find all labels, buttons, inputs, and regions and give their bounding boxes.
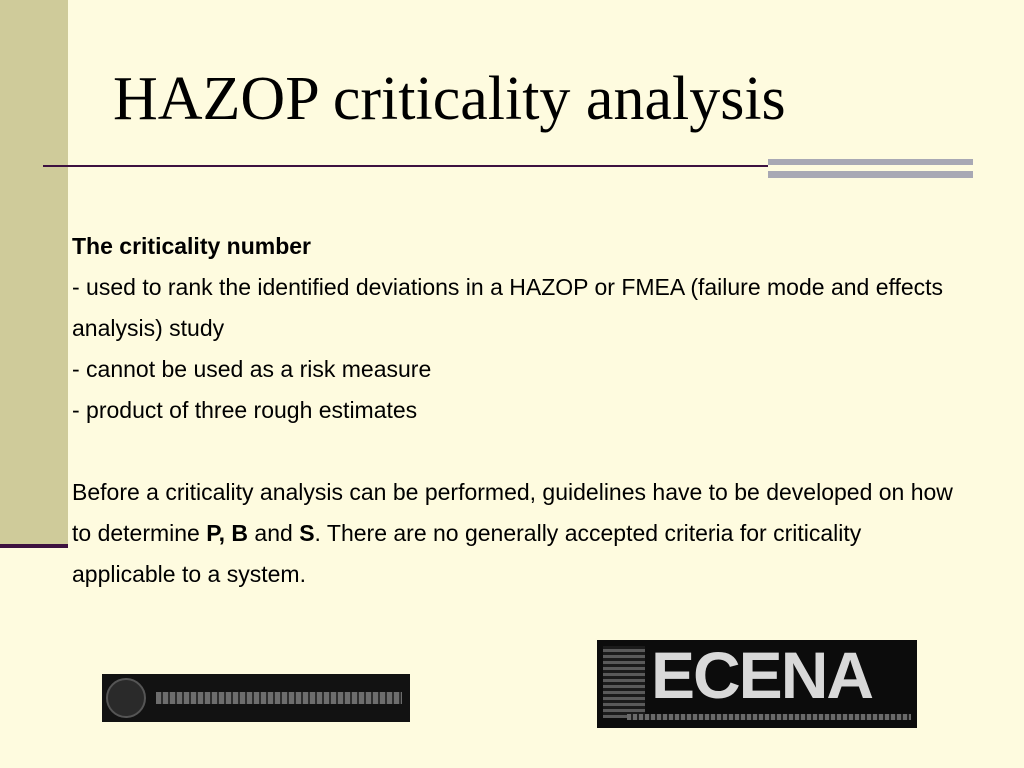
ecena-logo: [597, 640, 917, 728]
title-rule: [43, 165, 768, 167]
emblem-icon: [106, 678, 146, 718]
bullet-item: - product of three rough estimates: [72, 397, 418, 423]
bullet-item: - cannot be used as a risk measure: [72, 356, 432, 382]
side-band: [0, 0, 68, 546]
side-accent-line: [0, 544, 68, 548]
ncp-logo: [102, 674, 410, 722]
paragraph-text: and: [248, 520, 300, 546]
body-paragraph: [72, 472, 962, 595]
title-rule-bar-top: [768, 159, 973, 165]
logo-tagline-strip: [627, 714, 911, 720]
paragraph-text: Before a criticality analysis can be performed, guidelines have to be developed on how to determine: [72, 479, 953, 546]
bullet-item: - used to rank the identified deviations in a HAZOP or FMEA (failure mode and effects analysis) study: [72, 274, 944, 341]
title-rule-bar-bottom: [768, 171, 973, 178]
slide-title: HAZOP criticality analysis: [113, 65, 786, 133]
paragraph-text: . There are no generally accepted criteria for criticality applicable to a system.: [72, 520, 862, 587]
paragraph-gap: [72, 431, 962, 472]
slide-body: [72, 226, 962, 595]
section-heading: The criticality number: [72, 233, 312, 259]
logo-wordmark: [156, 692, 402, 704]
paragraph-bold-text: S: [299, 520, 315, 546]
logo-word: ECENA: [651, 640, 873, 712]
crest-icon: [603, 646, 645, 718]
paragraph-bold-text: P, B: [206, 520, 249, 546]
